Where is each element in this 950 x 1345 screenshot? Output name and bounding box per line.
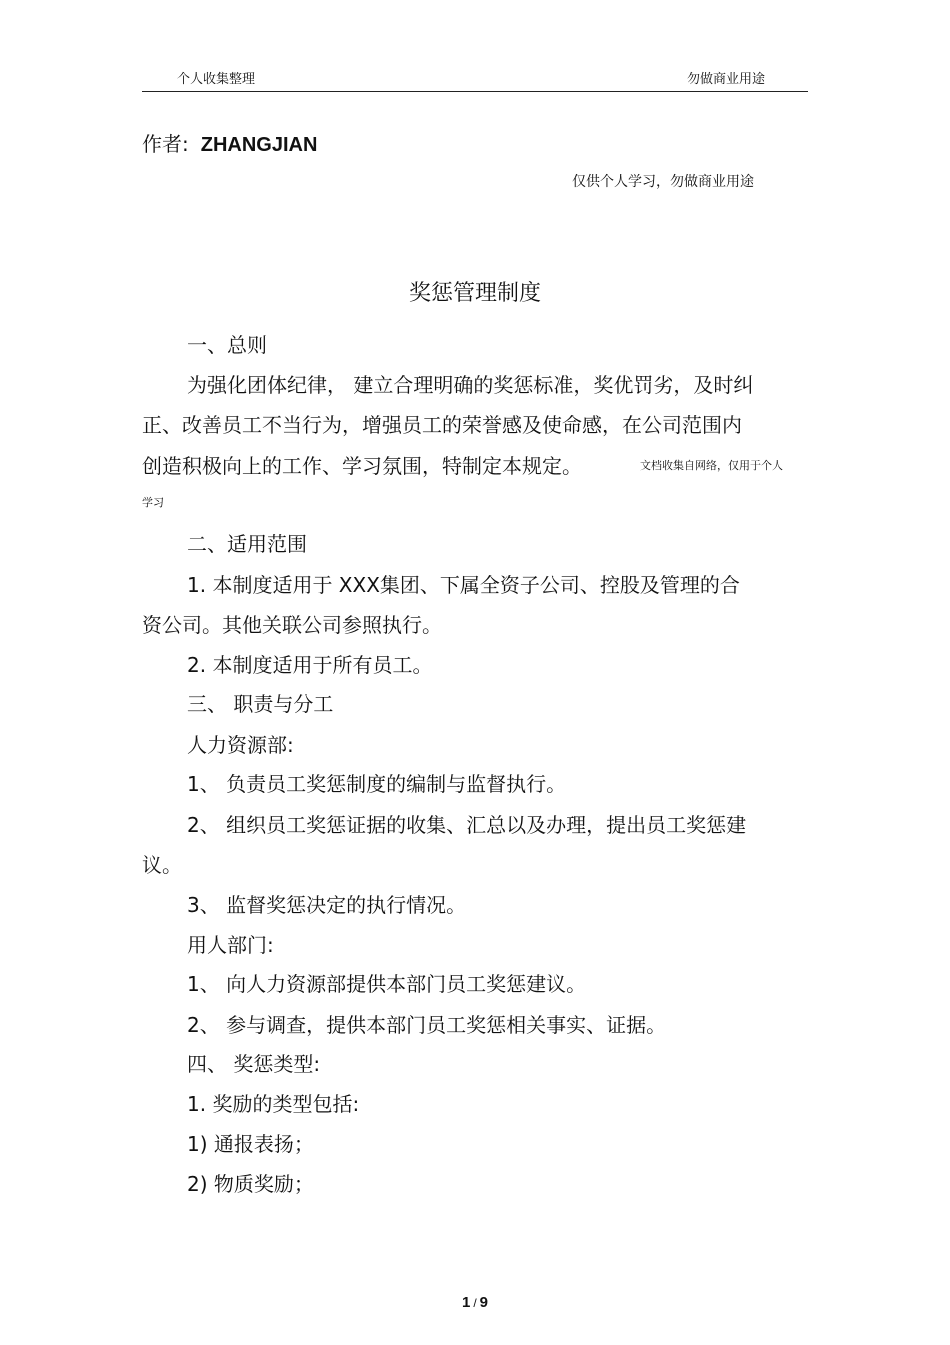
list-item: 3、 监督奖惩决定的执行情况。 <box>187 893 467 917</box>
list-item: 1、 向人力资源部提供本部门员工奖惩建议。 <box>187 972 587 996</box>
page-separator: / <box>473 1296 477 1310</box>
list-item: 1) 通报表扬； <box>187 1132 314 1156</box>
paragraph-line: 创造积极向上的工作、学习氛围，特制定本规定。 <box>142 454 582 478</box>
list-item-cont: 资公司。其他关联公司参照执行。 <box>142 613 442 637</box>
list-item: 2、 参与调查，提供本部门员工奖惩相关事实、证据。 <box>187 1013 667 1037</box>
author-label: 作者: <box>142 132 189 156</box>
section-heading-4: 四、 奖惩类型: <box>187 1052 321 1076</box>
section-heading-1: 一、总则 <box>187 333 267 357</box>
header-rule <box>142 91 808 92</box>
header-right: 勿做商业用途 <box>687 72 766 87</box>
section-heading-3: 三、 职责与分工 <box>187 692 334 716</box>
doc-title: 奖惩管理制度 <box>408 281 541 306</box>
list-item: 1. 本制度适用于 XXX集团、下属全资子公司、控股及管理的合 <box>187 573 740 597</box>
header-left: 个人收集整理 <box>177 72 256 87</box>
sub-heading-dept: 用人部门: <box>187 933 274 957</box>
list-item: 1、 负责员工奖惩制度的编制与监督执行。 <box>187 772 567 796</box>
list-item: 2、 组织员工奖惩证据的收集、汇总以及办理，提出员工奖惩建 <box>187 813 747 837</box>
author-name: ZHANGJIAN <box>200 134 318 156</box>
paragraph-line: 正、改善员工不当行为，增强员工的荣誉感及使命感，在公司范围内 <box>142 413 742 437</box>
list-item: 2) 物质奖励； <box>187 1172 314 1196</box>
author-line <box>142 128 317 157</box>
paragraph-line: 为强化团体纪律， 建立合理明确的奖惩标准，奖优罚劣，及时纠 <box>187 373 754 397</box>
sub-heading-hr: 人力资源部: <box>187 733 294 757</box>
disclaimer: 仅供个人学习，勿做商业用途 <box>572 174 754 190</box>
page-current: 1 <box>461 1294 471 1311</box>
list-item: 2. 本制度适用于所有员工。 <box>187 653 433 677</box>
list-item: 1. 奖励的类型包括: <box>187 1092 360 1116</box>
page-indicator <box>0 1294 950 1311</box>
source-note: 文档收集自网络，仅用于个人 <box>640 459 783 472</box>
list-item-cont: 议。 <box>142 853 182 877</box>
source-note-cont: 学习 <box>142 496 164 509</box>
page-total: 9 <box>479 1294 489 1311</box>
section-heading-2: 二、适用范围 <box>187 532 307 556</box>
